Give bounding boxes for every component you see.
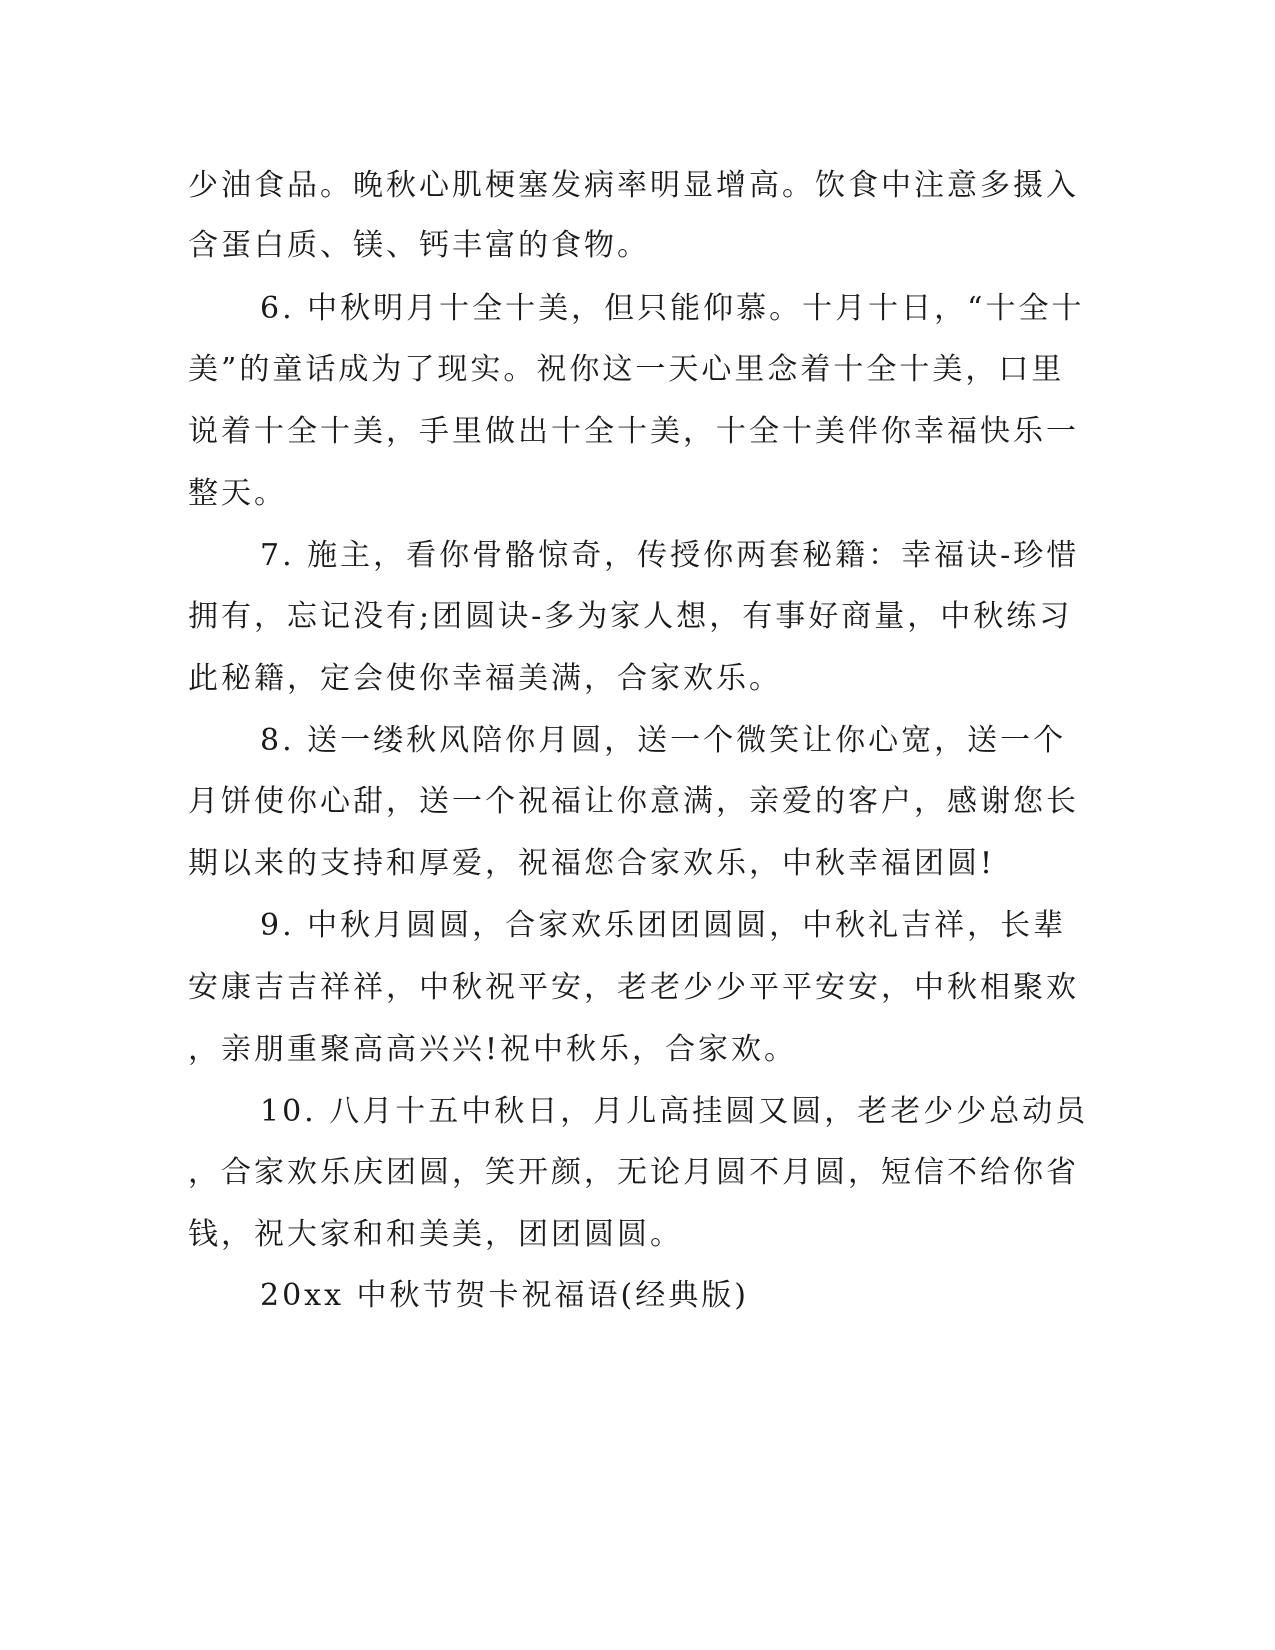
text-line: 安康吉吉祥祥，中秋祝平安，老老少少平平安安，中秋相聚欢 <box>188 970 1079 1005</box>
text-line: 含蛋白质、镁、钙丰富的食物。 <box>188 228 650 263</box>
text-line: ，亲朋重聚高高兴兴!祝中秋乐，合家欢。 <box>188 1032 798 1067</box>
text-line: ，合家欢乐庆团圆，笑开颜，无论月圆不月圆，短信不给你省 <box>188 1155 1079 1190</box>
text-line: 美”的童话成为了现实。祝你这一天心里念着十全十美，口里 <box>188 352 1065 387</box>
text-line: 6. 中秋明月十全十美，但只能仰慕。十月十日，“十全十 <box>260 291 1085 326</box>
text-line: 月饼使你心甜，送一个祝福让你意满，亲爱的客户，感谢您长 <box>188 784 1079 819</box>
text-line: 9. 中秋月圆圆，合家欢乐团团圆圆，中秋礼吉祥，长辈 <box>260 908 1067 943</box>
text-line: 说着十全十美，手里做出十全十美，十全十美伴你幸福快乐一 <box>188 414 1079 449</box>
text-line: 钱，祝大家和和美美，团团圆圆。 <box>188 1217 683 1252</box>
text-line: 期以来的支持和厚爱，祝福您合家欢乐，中秋幸福团圆! <box>188 846 996 881</box>
text-line: 整天。 <box>188 476 287 511</box>
text-line: 拥有，忘记没有;团圆诀-多为家人想，有事好商量，中秋练习 <box>188 599 1073 634</box>
text-line: 10. 八月十五中秋日，月儿高挂圆又圆，老老少少总动员 <box>260 1094 1089 1129</box>
text-line: 8. 送一缕秋风陪你月圆，送一个微笑让你心宽，送一个 <box>260 723 1067 758</box>
text-line: 7. 施主，看你骨骼惊奇，传授你两套秘籍：幸福诀-珍惜 <box>260 538 1080 573</box>
text-line: 少油食品。晚秋心肌梗塞发病率明显增高。饮食中注意多摄入 <box>188 168 1079 203</box>
section-heading: 20xx 中秋节贺卡祝福语(经典版) <box>260 1278 749 1313</box>
text-line: 此秘籍，定会使你幸福美满，合家欢乐。 <box>188 661 782 696</box>
